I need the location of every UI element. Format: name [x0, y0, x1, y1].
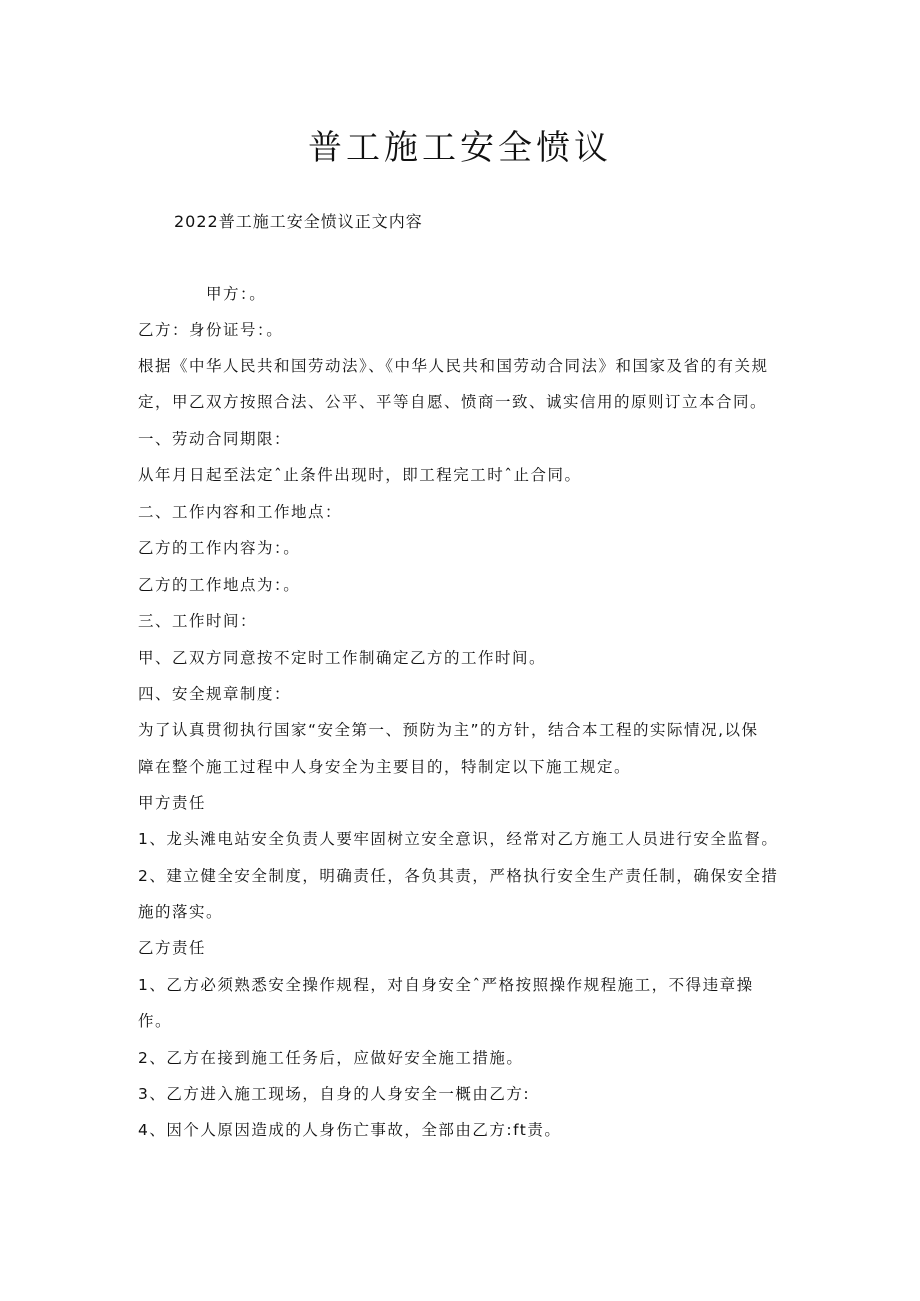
paragraph-line: 乙方的工作地点为：。 [138, 576, 301, 594]
section-heading: 四、安全规章制度： [138, 685, 292, 703]
section-heading: 三、工作时间： [138, 612, 258, 630]
list-item: 2、建立健全安全制度，明确责任，各负其责，严格执行安全生产责任制，确保安全措 [138, 867, 779, 885]
paragraph-line: 定，甲乙双方按照合法、公平、平等自愿、愤商一致、诚实信用的原则订立本合同。 [138, 393, 768, 411]
paragraph-line: 从年月日起至法定ˆ止条件出现时，即工程完工时ˆ止合同。 [138, 466, 582, 484]
list-item: 3、乙方进入施工现场，自身的人身安全一概由乙方: [138, 1085, 531, 1103]
list-item: 4、因个人原因造成的人身伤亡事故，全部由乙方:ft责。 [138, 1121, 562, 1139]
paragraph-line: 为了认真贯彻执行国家“安全第一、预防为主”的方针，结合本工程的实际情况,以保 [138, 721, 759, 739]
document-subtitle: 2022普工施工安全愤议正文内容 [174, 212, 423, 231]
party-b-line: 乙方：身份证号：。 [138, 321, 284, 339]
party-a-line: 甲方：。 [206, 285, 267, 303]
paragraph-line: 根据《中华人民共和国劳动法》、《中华人民共和国劳动合同法》和国家及省的有关规 [138, 357, 769, 375]
subsection-heading: 甲方责任 [138, 794, 207, 812]
subsection-heading: 乙方责任 [138, 939, 207, 957]
section-heading: 二、工作内容和工作地点： [138, 503, 343, 521]
list-item: 施的落实。 [138, 903, 224, 921]
list-item: 1、龙头滩电站安全负责人要牢固树立安全意识，经常对乙方施工人员进行安全监督。 [138, 830, 779, 848]
paragraph-line: 乙方的工作内容为：。 [138, 539, 301, 557]
list-item: 作。 [138, 1012, 173, 1030]
document-title: 普工施工安全愤议 [308, 128, 612, 168]
paragraph-line: 甲、乙双方同意按不定时工作制确定乙方的工作时间。 [138, 649, 547, 667]
paragraph-line: 障在整个施工过程中人身安全为主要目的，特制定以下施工规定。 [138, 758, 632, 776]
list-item: 1、乙方必须熟悉安全操作规程，对自身安全ˆ严格按照操作规程施工，不得违章操 [138, 976, 754, 994]
section-heading: 一、劳动合同期限： [138, 430, 292, 448]
list-item: 2、乙方在接到施工任务后，应做好安全施工措施。 [138, 1049, 524, 1067]
